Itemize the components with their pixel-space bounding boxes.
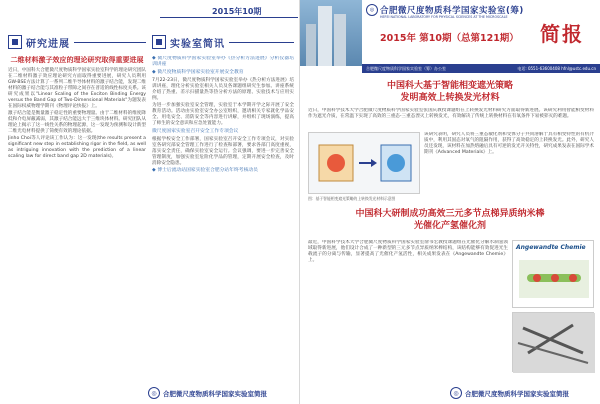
lab-logo-icon: ◎ [366, 4, 378, 16]
building-photo [300, 0, 362, 66]
lab-name: 合肥微尺度物质科学国家实验室(筹) [380, 6, 524, 16]
issue-rule [160, 17, 298, 18]
research-column [8, 56, 146, 378]
news-link[interactable]: ◆ 博士后流动站国家实验室合肥分站年终考核动员 [152, 168, 294, 174]
research-paragraph: 激子结合能是衡量激子稳定性的重要物理量。由于二维材料的维度降低和介电屏蔽减弱，其激子结合能远大于三维块体材料。研究团队从理论上揭示了这一线性关系的物理起源，这一发现为预测和设计新型二维光电材料提供了简便有效的理论依据。 [8, 111, 146, 134]
research-paragraph: 近日，中国科大合肥微尺度物质科学国家实验室科学的理论研究团队在二维材料激子效应理论研究方面取得重要进展，研究人员利用GW-BSE方法计算了一系列二维半导体材料的激子结合能，发现二维材料的激子结合能与其准粒子带隙之间存在普适的线性标度关系。该研究成果以"Linear Scaling of the Exciton Binding Energy versus the Band Gap of Two-Dimensional Materials"为题发表在国际权威物理学期刊《物理评论快报》上。 [8, 68, 146, 109]
article1-title: 中国科大基于智能相变遮光策略 发明高效上转换发光材料 [386, 81, 513, 103]
lab-logo-icon: ◎ [148, 387, 160, 399]
article1-figure-caption: 图：基于智能相变遮光策略的上转换发光材料示意图 [308, 196, 396, 201]
news-section-title: 实验室简讯 [170, 38, 225, 50]
lab-logo-icon: ◎ [450, 387, 462, 399]
section-square-icon [8, 35, 22, 49]
article2-body: 最近，中国科学技术大学合肥微尺度物质科学国家实验室俞书宏教授课题组在光催化分解水制氢领域取得新进展，他们设计合成了一种新型的三元多节点异质纳米棒结构，该结构能够有效促进光生载流子的分离与传输，显著提高了光催化产氢活性，相关成果发表在《Angewandte Chemie》上。 [308, 240, 508, 263]
lab-name-english: HEFEI NATIONAL LABORATORY FOR PHYSICAL SCIENCES AT THE MICROSCALE [380, 15, 508, 19]
news-link[interactable]: ◆ 微尺度物质科学国家实验室举办《热分析方法进展》分析仪器培训讲座 [152, 56, 294, 68]
article2-figure [512, 240, 594, 308]
research-paragraph: Jinho Choi等人评论该工作认为：这一发现(the results present a significant new step in establishing rigor in the field, as well as intriguing innovation with the prediction of a linear scaling law for direct band gap 2D materials)。 [8, 136, 146, 159]
left-footer [148, 386, 298, 400]
journal-cover-title: Angewandte Chemie [516, 244, 586, 251]
article1-figure [308, 132, 420, 194]
right-page [300, 0, 600, 404]
news-paragraph: 7月22-23日，微尺度物质科学国家实验室举办《热分析方法进展》培训讲座，理化分析实验室相关人员及各课题组研究生参加。讲座系统介绍了热重、差示扫描量热等热分析方法的原理、实验技术与应用实例。 [152, 78, 294, 101]
right-footer [450, 386, 600, 400]
footer-text: 合肥微尺度物质科学国家实验室简报 [163, 389, 267, 398]
upconversion-diagram-icon [309, 133, 421, 195]
nanorod-tem-figure [512, 312, 594, 372]
issue-tag: 2015年10期 [212, 7, 262, 16]
research-section-title: 研究进展 [26, 38, 70, 50]
contact-bar [362, 64, 600, 73]
article2-title: 中国科大研制成功高效三元多节点梯异质纳米棒 光催化产氢催化剂 [355, 209, 545, 231]
section-divider [229, 42, 294, 43]
research-section-header [8, 34, 146, 50]
news-column [152, 56, 294, 378]
office-name: 合肥微尺度物质科学国家实验室（筹）办公室 [366, 65, 446, 71]
section-divider [74, 42, 146, 43]
news-paragraph: 为进一步加强实验室安全管理，实验室于本学期开学之际开展了安全教育活动。活动由实验室安全办公室组织，邀请相关专家就化学品安全、用电安全、消防安全等内容进行讲解，并组织了现场演练，提高了师生的安全意识和应急处置能力。 [152, 103, 294, 126]
footer-text: 合肥微尺度物质科学国家实验室简报 [465, 389, 569, 398]
section-square-icon [152, 35, 166, 49]
contact-info: 电话: 0551-63600408 hfnl@ustc.edu.cn [517, 65, 596, 71]
news-paragraph: 根据学校安全工作部署，国家实验室召开安全工作专项会议，对实验室各研究部安全管理工作进行了检查和部署，要求各部门高度重视，落实安全责任，确保实验室安全运行。会议强调，要进一步完善安全管理制度，加强实验室危险化学品的管理，定期开展安全检查，及时消除安全隐患。 [152, 137, 294, 166]
news-subheading[interactable]: 微尺度国家实验室召开安全工作专项会议 [152, 129, 239, 134]
news-section-header [152, 34, 294, 50]
article1-body-cont: 该研究表明，研究人员将三重态敏化剂和受体分子共同溶解于具有相变特性的有机介质中，利用其固态对氧气的阻隔作用，获得了高效稳定的上转换发光。此外，研究人员还发现，该材料在加热熔融后具有可逆的发光开关特性，研究成果发表在国际学术期刊《Advanced Materials》上。 [424, 132, 594, 155]
research-article-title: 二维材料激子效应的理论研究取得重要进展 [10, 56, 144, 64]
nanorod-figure-icon [513, 254, 595, 302]
issue-number: 2015年 第10期（总第121期） [380, 33, 519, 44]
bulletin-title: 简报 [540, 22, 584, 46]
article1-body: 近日，中国科学技术大学合肥微尺度物质科学国家实验室张国庆教授课题组在上转换发光材料研究方面取得新进展。该研究利用智能相变材料作为遮光介质，在常温下实现了高效的三重态-三重态湮灭上转换发光，有效解决了传统上转换材料在有氧条件下易被猝灭的难题。 [308, 108, 594, 119]
tem-image-icon [513, 313, 595, 373]
news-link[interactable]: ◆ 微尺度物质科学国家实验室开展安全教育 [152, 70, 294, 76]
